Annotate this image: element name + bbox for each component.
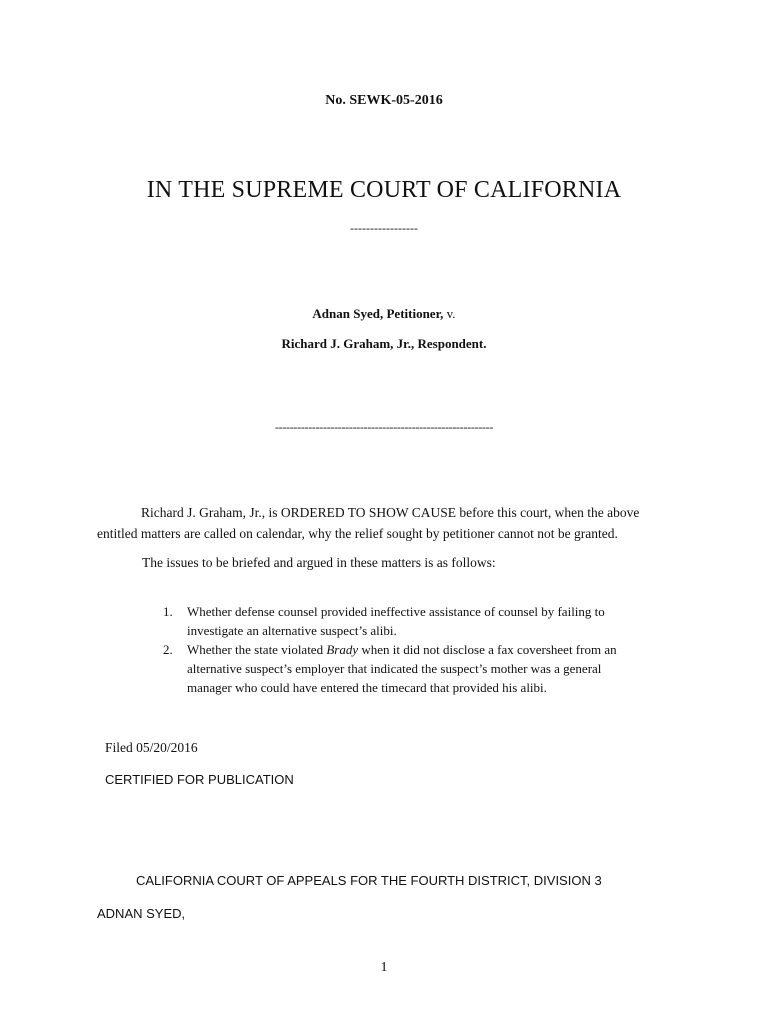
issue-text: Whether defense counsel provided ineffective assistance of counsel by failing to investigate an alternative suspect’s alibi. xyxy=(187,604,605,638)
short-divider: ----------------- xyxy=(350,221,418,235)
list-item xyxy=(163,602,643,640)
issue-number: 1. xyxy=(163,604,173,619)
issue-number: 2. xyxy=(163,642,173,657)
issue-text-continued: when it did not disclose a fax coversheet from an alternative suspect’s employer that indicated the suspect’s mother was a general manager who could have entered the timecard that provided his alibi. xyxy=(187,642,617,695)
order-paragraph xyxy=(97,502,677,544)
list-item xyxy=(163,640,643,697)
long-divider: ----------------------------------------------------------- xyxy=(274,420,494,434)
petitioner-name: Adnan Syed, Petitioner, xyxy=(312,306,444,321)
page-number: 1 xyxy=(380,960,388,975)
issue-emphasis: Brady xyxy=(326,642,359,657)
filed-date: Filed 05/20/2016 xyxy=(105,740,198,755)
issue-text: Whether the state violated xyxy=(187,642,327,657)
issues-list xyxy=(163,602,643,697)
versus-label: v. xyxy=(443,306,456,321)
respondent-line: Richard J. Graham, Jr., Respondent. xyxy=(281,336,487,351)
party-name-line: ADNAN SYED, xyxy=(97,906,186,921)
issues-intro: The issues to be briefed and argued in these matters is as follows: xyxy=(142,555,496,570)
order-paragraph-text: Richard J. Graham, Jr., is ORDERED TO SHOW CAUSE before this court, when the above entitled matters are called on calendar, why the relief sought by petitioner cannot not be granted. xyxy=(97,505,640,541)
petitioner-line xyxy=(0,306,768,322)
court-title: IN THE SUPREME COURT OF CALIFORNIA xyxy=(146,177,622,203)
certified-label: CERTIFIED FOR PUBLICATION xyxy=(105,772,294,787)
appeals-court-heading: CALIFORNIA COURT OF APPEALS FOR THE FOURTH DISTRICT, DIVISION 3 xyxy=(136,873,602,888)
case-number: No. SEWK-05-2016 xyxy=(325,93,443,108)
